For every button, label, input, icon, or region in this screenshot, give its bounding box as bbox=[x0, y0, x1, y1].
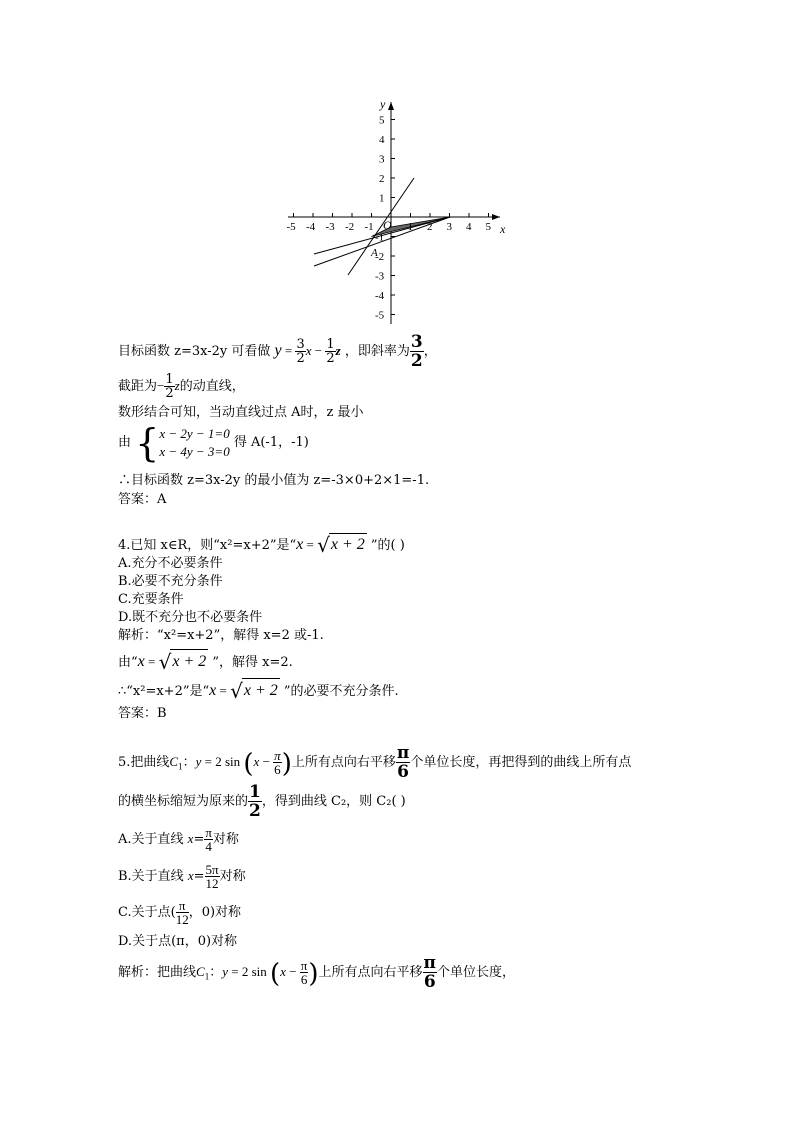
y-tick-label: 5 bbox=[379, 114, 385, 127]
text: ： bbox=[209, 965, 223, 980]
var-x: x bbox=[187, 831, 194, 846]
fraction-pi-12 bbox=[176, 899, 189, 926]
text: 5.把曲线 bbox=[118, 755, 170, 770]
x-tick-label: 5 bbox=[485, 221, 491, 233]
text: 对称 bbox=[219, 869, 246, 884]
q4-solution-1: 解析：“x²=x+2”，解得 x=2 或-1. bbox=[118, 628, 324, 643]
subscript: 1 bbox=[204, 971, 210, 982]
equals: = bbox=[144, 654, 159, 669]
q5-stem-line2 bbox=[118, 783, 406, 820]
text: ： bbox=[182, 755, 196, 770]
fraction-pi-6 bbox=[273, 749, 282, 776]
radical-sign: √ bbox=[230, 679, 243, 703]
y-tick-label: -2 bbox=[375, 251, 385, 263]
q5-stem-line1 bbox=[118, 744, 631, 782]
equation-system bbox=[159, 425, 229, 461]
text: 对称 bbox=[212, 832, 239, 847]
q4-solution-3 bbox=[118, 678, 399, 704]
fraction-3-2 bbox=[295, 338, 305, 365]
fraction-half bbox=[248, 783, 262, 820]
sol3-line5: ∴目标函数 z=3x-2y 的最小值为 z=-3×0+2×1=-1. bbox=[118, 473, 430, 488]
var-x: x bbox=[296, 536, 304, 553]
y-tick-label: -4 bbox=[375, 290, 385, 302]
text: 上所有点向右平移 bbox=[291, 755, 396, 770]
text: 由 bbox=[118, 435, 132, 450]
den: 2 bbox=[326, 351, 335, 366]
text: 由“ bbox=[118, 655, 138, 670]
x-tick-label: -4 bbox=[306, 221, 316, 233]
y-tick-label: 4 bbox=[379, 134, 385, 146]
y-tick-label: 2 bbox=[379, 173, 385, 185]
num: π bbox=[423, 953, 436, 973]
equals: = bbox=[193, 832, 205, 847]
x-tick-label: 2 bbox=[427, 221, 433, 233]
fraction-1-2 bbox=[164, 373, 174, 400]
subscript: 1 bbox=[178, 761, 183, 772]
text: ”的必要不充分条件. bbox=[279, 684, 399, 699]
text: 上所有点向右平移 bbox=[318, 965, 423, 980]
fraction-slope bbox=[410, 333, 424, 370]
y-tick-label: -3 bbox=[375, 270, 385, 283]
radicand: x + 2 bbox=[170, 649, 208, 674]
num: π bbox=[300, 958, 308, 973]
y-tick-label: 1 bbox=[379, 192, 385, 205]
den: 6 bbox=[300, 972, 308, 987]
equals-sin: = 2 sin bbox=[227, 964, 270, 979]
q4-option-b: B.必要不充分条件 bbox=[118, 574, 223, 589]
q4-option-c: C.充要条件 bbox=[118, 592, 184, 607]
left-paren: ( bbox=[270, 959, 281, 989]
right-paren: ) bbox=[308, 959, 319, 989]
sol3-line1 bbox=[118, 333, 437, 370]
x-tick-label: -2 bbox=[345, 221, 355, 233]
sol3-line2 bbox=[118, 371, 245, 402]
den: 2 bbox=[410, 351, 423, 371]
x-tick-label: -5 bbox=[286, 221, 296, 233]
minus: − bbox=[157, 378, 165, 393]
text: 解析：把曲线 bbox=[118, 965, 197, 980]
text: ，即斜率为 bbox=[344, 344, 410, 359]
num: π bbox=[396, 743, 410, 763]
c: C bbox=[196, 964, 205, 979]
coordinate-graph bbox=[280, 96, 520, 328]
minus: − bbox=[311, 343, 326, 358]
x-tick-label: -1 bbox=[364, 221, 374, 233]
equals: = bbox=[193, 869, 205, 884]
den: 4 bbox=[205, 839, 212, 854]
x-tick-label: 4 bbox=[466, 221, 472, 233]
c: C bbox=[169, 754, 179, 769]
num: π bbox=[176, 899, 189, 913]
num: 1 bbox=[165, 372, 174, 387]
y-tick-label: 3 bbox=[379, 153, 385, 166]
text: 的横坐标缩短为原来的 bbox=[118, 794, 249, 809]
sol3-answer: 答案：A bbox=[118, 492, 167, 507]
den: 2 bbox=[296, 351, 305, 366]
text: ”，解得 x=2. bbox=[208, 655, 293, 670]
q5-option-d: D.关于点(π，0)对称 bbox=[118, 934, 238, 949]
equals: = bbox=[216, 683, 231, 698]
x-tick-label: 1 bbox=[407, 221, 413, 233]
den: 12 bbox=[205, 876, 219, 891]
curve-c1 bbox=[169, 754, 183, 772]
radicand: x + 2 bbox=[242, 678, 280, 703]
num: 1 bbox=[326, 337, 335, 352]
var-x: x bbox=[137, 653, 145, 670]
den: 6 bbox=[397, 762, 409, 782]
origin-label: O bbox=[383, 218, 392, 232]
text: 个单位长度，再把得到的曲线上所有点 bbox=[410, 755, 632, 770]
den: 2 bbox=[249, 801, 261, 821]
fraction-shift bbox=[396, 744, 410, 781]
q4-option-a: A.充分不必要条件 bbox=[118, 556, 223, 571]
var-x: x bbox=[253, 754, 260, 769]
var-y: y bbox=[222, 964, 228, 979]
q4-option-d: D.既不充分也不必要条件 bbox=[118, 610, 263, 625]
x-tick-label: -3 bbox=[325, 221, 335, 233]
fraction-5pi-12 bbox=[205, 863, 220, 890]
text: B.关于直线 bbox=[118, 869, 188, 884]
q4-stem bbox=[118, 533, 405, 557]
equation-2: x − 4y − 3=0 bbox=[159, 443, 230, 459]
den: 6 bbox=[274, 762, 281, 777]
text: 目标函数 z=3x-2y 可看做 bbox=[118, 344, 271, 359]
minus: − bbox=[285, 964, 300, 979]
var-x: x bbox=[280, 964, 286, 979]
text: ∴“x²=x+2”是“ bbox=[118, 684, 210, 699]
x-axis-label: x bbox=[500, 222, 506, 236]
text: A.关于直线 bbox=[118, 832, 188, 847]
radicand: x + 2 bbox=[329, 533, 367, 556]
left-paren: ( bbox=[243, 749, 254, 779]
text: 得 A(-1，-1) bbox=[233, 435, 309, 450]
radical-sign: √ bbox=[317, 533, 330, 557]
den: 2 bbox=[165, 386, 174, 401]
text: ， bbox=[423, 344, 437, 359]
text: 的动直线， bbox=[179, 379, 245, 394]
num: 5π bbox=[205, 862, 219, 877]
equation-1: x − 2y − 1=0 bbox=[159, 425, 230, 441]
fraction-shift bbox=[423, 954, 437, 991]
num: π bbox=[205, 825, 212, 840]
y-axis-label: y bbox=[380, 97, 386, 111]
radical-sign: √ bbox=[158, 650, 172, 674]
num: π bbox=[274, 748, 281, 763]
num: 1 bbox=[249, 782, 261, 802]
var-x: x bbox=[187, 868, 194, 883]
q4-solution-2 bbox=[118, 649, 293, 675]
text: 截距为 bbox=[118, 379, 158, 394]
fraction-pi-4 bbox=[204, 826, 213, 853]
var-z: z bbox=[174, 378, 180, 393]
text: ，得到曲线 C₂，则 C₂( ) bbox=[261, 794, 406, 809]
equals: = bbox=[281, 343, 296, 358]
text: 个单位长度， bbox=[436, 965, 515, 980]
right-paren: ) bbox=[281, 749, 292, 779]
var-y: y bbox=[274, 342, 282, 359]
left-brace: { bbox=[135, 421, 160, 465]
point-a-label: A bbox=[371, 247, 378, 259]
sol3-line3: 数形结合可知，当动直线过点 A时，z 最小 bbox=[118, 405, 364, 420]
curve-c1 bbox=[196, 964, 210, 982]
equals: = bbox=[303, 537, 318, 552]
num: 3 bbox=[296, 337, 305, 352]
den: 6 bbox=[423, 972, 436, 992]
q5-option-b bbox=[118, 861, 246, 892]
q5-option-c bbox=[118, 898, 241, 928]
sol3-line4 bbox=[118, 421, 309, 465]
var-x: x bbox=[209, 682, 217, 699]
text: 4.已知 x∈R，则“x²=x+2”是“ bbox=[118, 538, 297, 553]
var-x: x bbox=[305, 343, 312, 358]
num: 3 bbox=[410, 332, 423, 352]
minus: − bbox=[259, 754, 274, 769]
q5-option-a bbox=[118, 824, 239, 855]
q4-answer: 答案：B bbox=[118, 706, 167, 721]
y-tick-label: -1 bbox=[375, 231, 385, 244]
fraction-1-2 bbox=[325, 338, 335, 365]
text: C.关于点( bbox=[118, 905, 176, 920]
den: 12 bbox=[175, 912, 189, 927]
x-axis-arrow bbox=[492, 214, 500, 220]
y-tick-label: -5 bbox=[375, 309, 385, 322]
text: ”的( ) bbox=[366, 538, 405, 553]
q5-solution bbox=[118, 954, 515, 992]
var-y: y bbox=[195, 754, 202, 769]
text: ，0)对称 bbox=[188, 905, 242, 920]
equals-sin: = 2 sin bbox=[201, 754, 244, 769]
x-tick-label: 3 bbox=[446, 221, 452, 233]
y-axis-arrow bbox=[388, 102, 394, 110]
var-z: z bbox=[335, 343, 341, 358]
